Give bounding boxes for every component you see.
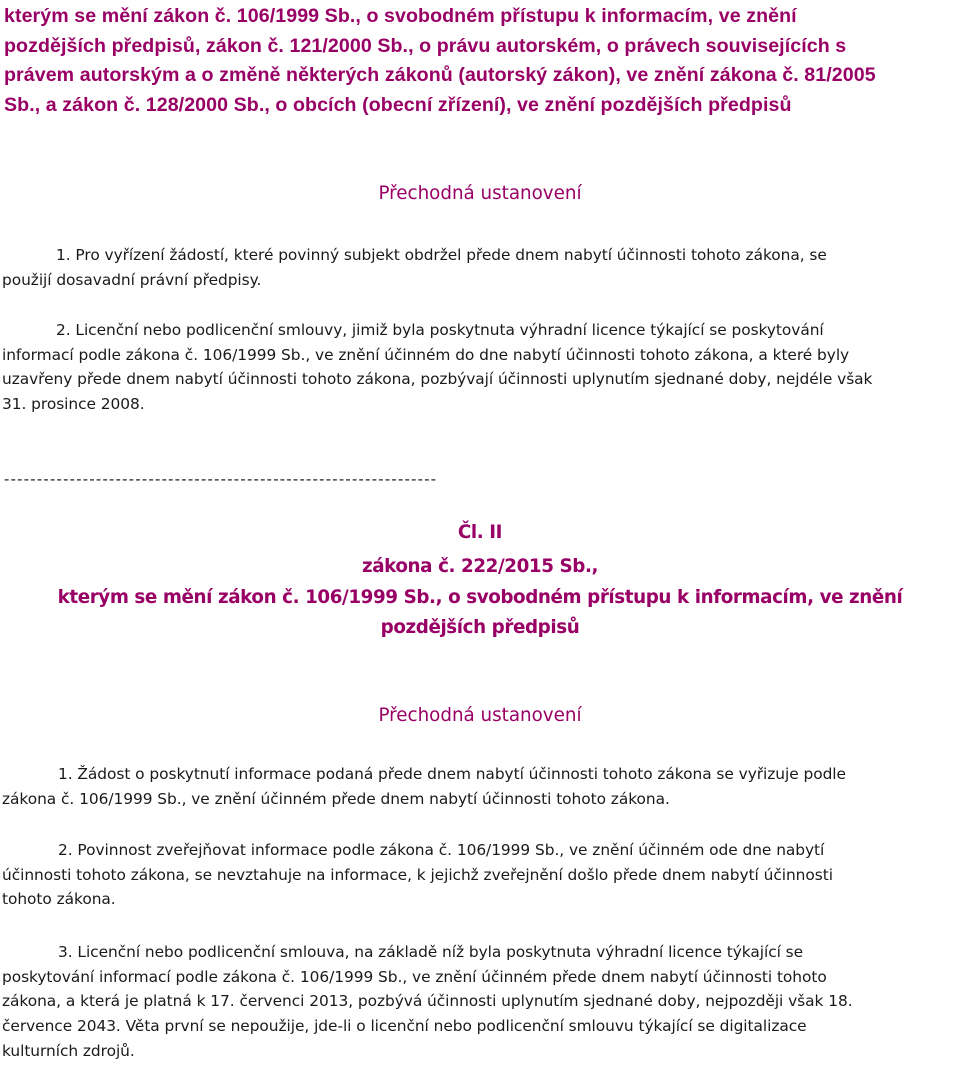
article-number: Čl. II [457, 522, 503, 543]
transitional-2-paragraph-3 [2, 940, 957, 1064]
paragraph-line: tohoto zákona. [2, 890, 116, 909]
paragraph-line: uzavřeny přede dnem nabytí účinnosti tohoto zákona, pozbývají účinnosti uplynutím sjednané doby, nejdéle však [2, 370, 873, 389]
paragraph-line: poskytování informací podle zákona č. 106/1999 Sb., ve znění účinném přede dnem nabytí účinnosti tohoto [2, 967, 827, 986]
intro-line: právem autorským a o změně některých zákonů (autorský zákon), ve znění zákona č. 81/2005 [4, 64, 876, 86]
article-subject-line: pozdějších předpisů [380, 617, 580, 638]
paragraph-line: kulturních zdrojů. [2, 1041, 135, 1060]
paragraph-line: 1. Žádost o poskytnutí informace podaná přede dnem nabytí účinnosti tohoto zákona se vyřizuje podle [58, 765, 846, 783]
paragraph-line: 3. Licenční nebo podlicenční smlouva, na základě níž byla poskytnuta výhradní licence týkající se [58, 943, 804, 961]
transitional-1-paragraph-1 [2, 243, 957, 292]
transitional-2-paragraph-2 [2, 838, 957, 912]
paragraph-line: 31. prosince 2008. [2, 395, 145, 414]
paragraph-line: 2. Povinnost zveřejňovat informace podle zákona č. 106/1999 Sb., ve znění účinném ode dne nabytí [58, 841, 825, 859]
section-heading-transitional-2: Přechodná ustanovení [378, 705, 582, 726]
paragraph-line: července 2043. Věta první se nepoužije, jde-li o licenční nebo podlicenční smlouvu týkající se digitalizace [2, 1017, 807, 1036]
intro-heading [4, 2, 959, 120]
separator-line: ------------------------------------------------------------------ [2, 470, 436, 488]
paragraph-line: informací podle zákona č. 106/1999 Sb., ve znění účinném do dne nabytí účinnosti tohoto zákona, a které byly [2, 345, 850, 364]
transitional-1-paragraph-2 [2, 318, 957, 417]
paragraph-line: zákona, a která je platná k 17. červenci 2013, pozbývá účinnosti uplynutím sjednané doby, nejpozději však 18. [2, 992, 853, 1011]
paragraph-line: 1. Pro vyřízení žádostí, které povinný subjekt obdržel přede dnem nabytí účinnosti tohoto zákona, se [56, 246, 827, 264]
article-law-reference: zákona č. 222/2015 Sb., [361, 556, 599, 577]
transitional-2-paragraph-1 [2, 762, 957, 811]
section-heading-transitional-1: Přechodná ustanovení [378, 183, 582, 204]
intro-line: Sb., a zákon č. 128/2000 Sb., o obcích (obecní zřízení), ve znění pozdějších předpisů [4, 93, 792, 116]
paragraph-line: zákona č. 106/1999 Sb., ve znění účinném přede dnem nabytí účinnosti tohoto zákona. [2, 789, 670, 808]
paragraph-line: 2. Licenční nebo podlicenční smlouvy, jimiž byla poskytnuta výhradní licence týkající se poskytování [56, 321, 824, 339]
intro-line: kterým se mění zákon č. 106/1999 Sb., o svobodném přístupu k informacím, ve znění [4, 5, 797, 27]
intro-line: pozdějších předpisů, zákon č. 121/2000 Sb., o právu autorském, o právech souvisejících s [4, 34, 847, 57]
article-subject-line: kterým se mění zákon č. 106/1999 Sb., o svobodném přístupu k informacím, ve znění [57, 587, 903, 608]
paragraph-line: účinnosti tohoto zákona, se nevztahuje na informace, k jejichž zveřejnění došlo přede dnem nabytí účinnosti [2, 865, 833, 884]
paragraph-line: použijí dosavadní právní předpisy. [2, 270, 262, 289]
